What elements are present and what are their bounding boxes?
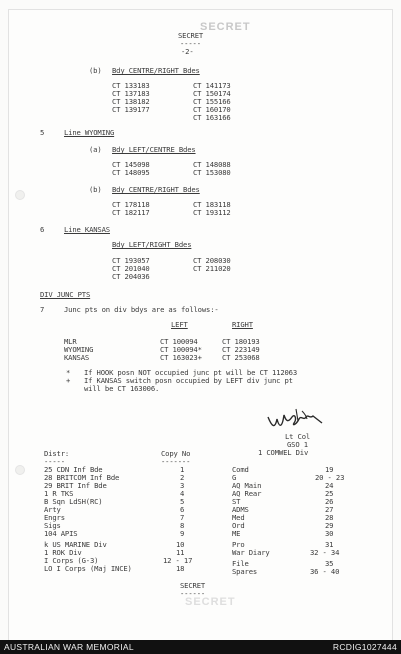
- grid-ref: CT 148088: [193, 160, 231, 169]
- section-heading: DIV JUNC PTS: [40, 290, 91, 299]
- grid-ref: CT 211020: [193, 264, 231, 273]
- distr-copy: 10: [176, 540, 185, 549]
- junc-row-right: CT 180193: [222, 337, 260, 346]
- signatory-unit: 1 COMWEL Div: [258, 448, 309, 457]
- distr-copy: 24: [325, 481, 334, 490]
- distr-addressee: AQ Main: [232, 481, 262, 490]
- distr-copy: 8: [180, 521, 185, 530]
- distr-copy: 6: [180, 505, 185, 514]
- grid-ref: CT 204036: [112, 272, 150, 281]
- col-header-left: LEFT: [171, 320, 188, 329]
- footnote-text: If HOOK posn NOT occupied junc pt will be CT 112063: [84, 368, 298, 377]
- bdy-title: Bdy LEFT/CENTRE Bdes: [112, 145, 196, 154]
- distr-copy: 20 - 23: [315, 473, 345, 482]
- distr-addressee: 104 APIS: [44, 529, 78, 538]
- col-header-right: RIGHT: [232, 320, 253, 329]
- distr-copy: 30: [325, 529, 334, 538]
- bdy-title: Bdy CENTRE/RIGHT Bdes: [112, 185, 200, 194]
- distr-copy: 36 - 40: [310, 567, 340, 576]
- distr-copy: 2: [180, 473, 185, 482]
- distr-copy: 35: [325, 559, 334, 568]
- grid-ref: CT 148095: [112, 168, 150, 177]
- distr-copy: 27: [325, 505, 334, 514]
- archive-name: AUSTRALIAN WAR MEMORIAL: [4, 642, 134, 652]
- distr-addressee: Med: [232, 513, 245, 522]
- distr-addressee: 29 BRIT Inf Bde: [44, 481, 107, 490]
- distr-addressee: ME: [232, 529, 241, 538]
- para-number: 7: [40, 305, 45, 314]
- bdy-title: Bdy LEFT/RIGHT Bdes: [112, 240, 192, 249]
- grid-ref: CT 178118: [112, 200, 150, 209]
- distr-addressee: ADMS: [232, 505, 249, 514]
- footnote-text: If KANSAS switch posn occupied by LEFT div junc pt: [84, 376, 293, 385]
- distr-addressee: Sigs: [44, 521, 61, 530]
- grid-ref: CT 153080: [193, 168, 231, 177]
- distr-addressee: 1 R TKS: [44, 489, 74, 498]
- grid-ref: CT 137183: [112, 89, 150, 98]
- faded-secret-stamp-bottom: SECRET: [185, 596, 236, 608]
- grid-ref: CT 133183: [112, 81, 150, 90]
- distr-rule: -----: [44, 457, 65, 466]
- grid-ref: CT 193112: [193, 208, 231, 217]
- distr-addressee: LO I Corps (Maj INCE): [44, 564, 132, 573]
- grid-ref: CT 182117: [112, 208, 150, 217]
- distr-copy: 29: [325, 521, 334, 530]
- distr-addressee: B Sqn LdSH(RC): [44, 497, 103, 506]
- footnote-marker: *: [66, 368, 71, 377]
- distr-copy: 19: [325, 465, 334, 474]
- junc-row-name: MLR: [64, 337, 77, 346]
- distr-copy: 9: [180, 529, 185, 538]
- para-intro: Junc pts on div bdys are as follows:-: [64, 305, 219, 314]
- line-heading: Line KANSAS: [64, 225, 110, 234]
- grid-ref: CT 208030: [193, 256, 231, 265]
- bdy-title: Bdy CENTRE/RIGHT Bdes: [112, 66, 200, 75]
- distr-addressee: Ord: [232, 521, 245, 530]
- distr-addressee: File: [232, 559, 249, 568]
- footnote-marker: +: [66, 376, 71, 385]
- grid-ref: CT 193057: [112, 256, 150, 265]
- classification-top: SECRET: [178, 31, 204, 40]
- grid-ref: CT 183118: [193, 200, 231, 209]
- distr-copy: 4: [180, 489, 185, 498]
- distr-addressee: 25 CDN Inf Bde: [44, 465, 103, 474]
- distr-addressee: Engrs: [44, 513, 65, 522]
- copy-heading: Copy No: [161, 449, 191, 458]
- footnote-text: will be CT 163006.: [84, 384, 160, 393]
- grid-ref: CT 139177: [112, 105, 150, 114]
- distr-copy: 11: [176, 548, 185, 557]
- distr-copy: 18: [176, 564, 185, 573]
- distr-copy: 12 - 17: [163, 556, 193, 565]
- copy-rule: -------: [161, 457, 191, 466]
- grid-ref: CT 163166: [193, 113, 231, 122]
- punch-hole: [15, 465, 25, 475]
- distr-copy: 26: [325, 497, 334, 506]
- distr-addressee: Comd: [232, 465, 249, 474]
- classification-bottom: SECRET: [180, 581, 206, 590]
- archive-item-id: RCDIG1027444: [332, 642, 397, 652]
- page-number: -2-: [181, 47, 194, 56]
- distr-addressee: Pro: [232, 540, 245, 549]
- distr-copy: 32 - 34: [310, 548, 340, 557]
- grid-ref: CT 150174: [193, 89, 231, 98]
- sub-marker-b: (b): [89, 185, 102, 194]
- distr-addressee: 1 ROK Div: [44, 548, 82, 557]
- distr-addressee: Arty: [44, 505, 61, 514]
- distr-addressee: k US MARINE Div: [44, 540, 107, 549]
- grid-ref: CT 138182: [112, 97, 150, 106]
- sub-marker-b: (b): [89, 66, 102, 75]
- distr-copy: 7: [180, 513, 185, 522]
- signatory-appointment: GSO 1: [287, 440, 308, 449]
- distr-addressee: Spares: [232, 567, 258, 576]
- distr-addressee: 28 BRITCOM Inf Bde: [44, 473, 120, 482]
- distr-addressee: I Corps (G-3): [44, 556, 99, 565]
- junc-row-right: CT 223149: [222, 345, 260, 354]
- punch-hole: [15, 190, 25, 200]
- grid-ref: CT 155166: [193, 97, 231, 106]
- faded-secret-stamp: SECRET: [200, 21, 251, 33]
- junc-row-name: WYOMING: [64, 345, 94, 354]
- line-heading: Line WYOMING: [64, 128, 115, 137]
- handwritten-signature: [266, 405, 326, 435]
- archive-footer-bar: [0, 640, 401, 654]
- distr-copy: 25: [325, 489, 334, 498]
- distr-copy: 31: [325, 540, 334, 549]
- distr-addressee: ST: [232, 497, 241, 506]
- distr-copy: 28: [325, 513, 334, 522]
- grid-ref: CT 141173: [193, 81, 231, 90]
- grid-ref: CT 160170: [193, 105, 231, 114]
- distr-copy: 1: [180, 465, 185, 474]
- distr-addressee: War Diary: [232, 548, 270, 557]
- classification-rule: -----: [180, 39, 201, 48]
- distr-copy: 5: [180, 497, 185, 506]
- distr-addressee: G: [232, 473, 237, 482]
- junc-row-left: CT 100094: [160, 337, 198, 346]
- para-number: 5: [40, 128, 45, 137]
- junc-row-left: CT 100094*: [160, 345, 202, 354]
- grid-ref: CT 145098: [112, 160, 150, 169]
- grid-ref: CT 201040: [112, 264, 150, 273]
- junc-row-right: CT 253068: [222, 353, 260, 362]
- para-number: 6: [40, 225, 45, 234]
- distr-heading: Distr:: [44, 449, 70, 458]
- junc-row-left: CT 163023+: [160, 353, 202, 362]
- distr-copy: 3: [180, 481, 185, 490]
- junc-row-name: KANSAS: [64, 353, 90, 362]
- sub-marker-a: (a): [89, 145, 102, 154]
- signatory-rank: Lt Col: [285, 432, 311, 441]
- distr-addressee: AQ Rear: [232, 489, 262, 498]
- classification-rule-bottom: ------: [180, 589, 206, 598]
